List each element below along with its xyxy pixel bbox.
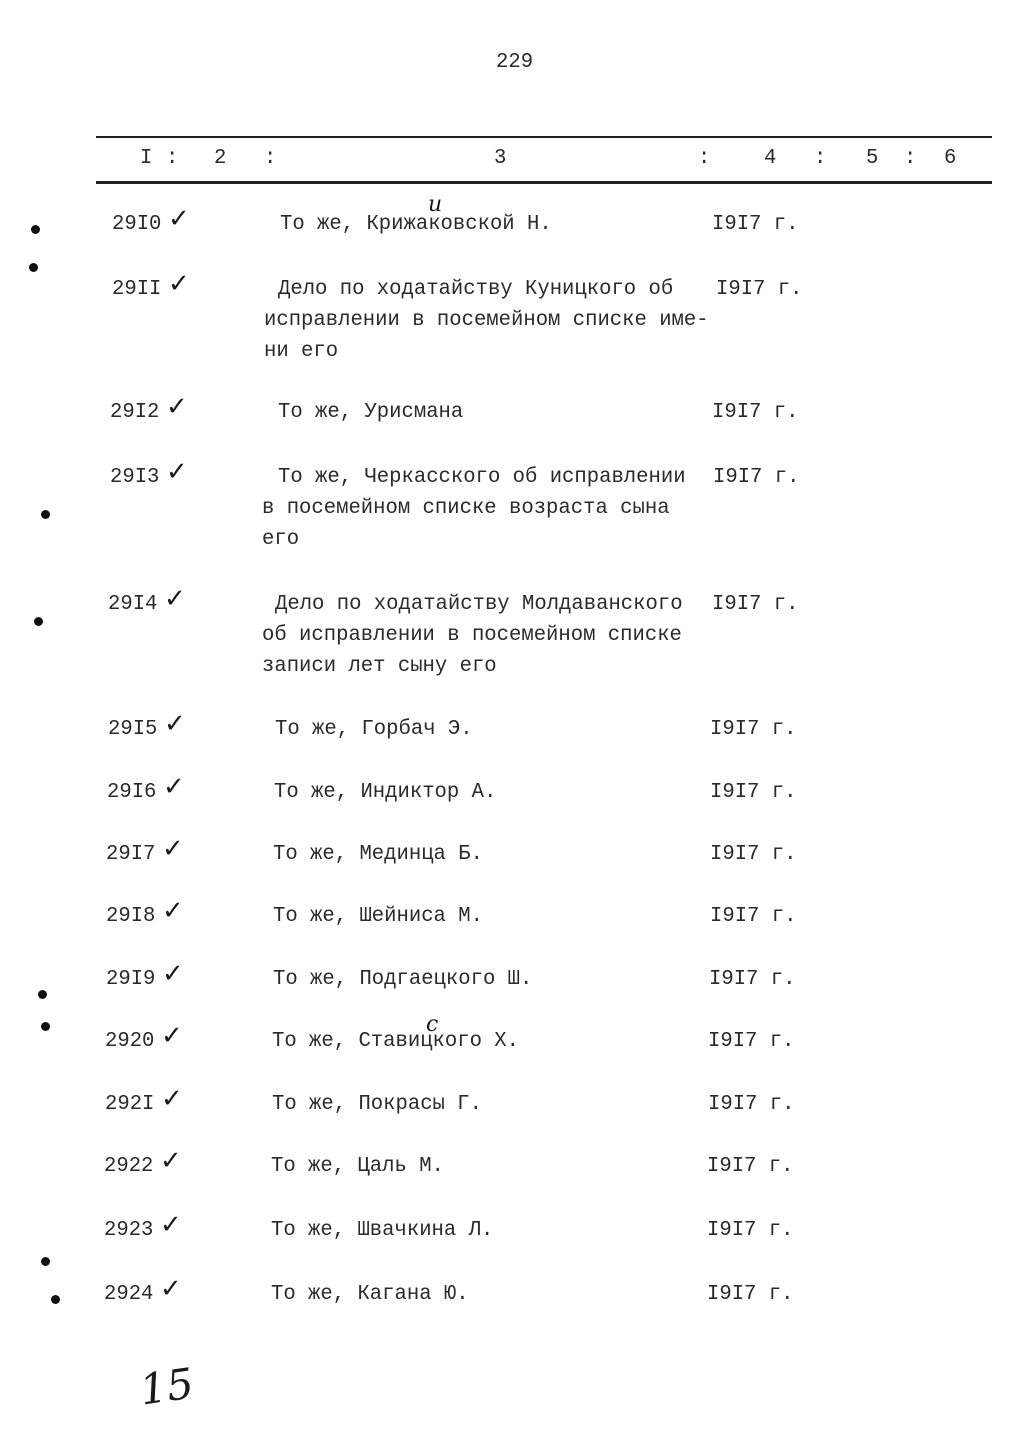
col-sep: : (166, 147, 179, 170)
item-year: I9I7 г. (707, 1283, 794, 1306)
check-mark-icon: ✓ (160, 1274, 182, 1304)
item-description-line: Дело по ходатайству Куницкого об (278, 278, 674, 301)
item-description-line: То же, Покрасы Г. (272, 1093, 482, 1116)
item-number: 29I9 (106, 968, 156, 991)
item-year: I9I7 г. (708, 1093, 795, 1116)
item-number: 29II (112, 278, 162, 301)
item-description-line: То же, Черкасского об исправлении (278, 466, 686, 489)
item-description-line: в посемейном списке возраста сына (262, 497, 670, 520)
col-sep: : (814, 147, 827, 170)
punch-hole (41, 510, 50, 519)
item-description-line: То же, Швачкина Л. (271, 1219, 494, 1242)
item-description-line: записи лет сыну его (262, 655, 497, 678)
item-description-line: Дело по ходатайству Молдаванского (275, 593, 683, 616)
punch-hole (31, 225, 40, 234)
handwritten-correction: с (426, 1012, 439, 1037)
item-number: 29I2 (110, 401, 160, 424)
item-description-line: ни его (264, 340, 339, 363)
col-1: I (140, 147, 153, 170)
check-mark-icon: ✓ (161, 1021, 183, 1051)
item-description-line: его (262, 528, 300, 551)
item-description-line: То же, Индиктор А. (274, 781, 497, 804)
item-year: I9I7 г. (709, 968, 796, 991)
item-year: I9I7 г. (716, 278, 803, 301)
item-number: 29I7 (106, 843, 156, 866)
item-year: I9I7 г. (710, 843, 797, 866)
punch-hole (41, 1022, 50, 1031)
punch-hole (34, 617, 43, 626)
check-mark-icon: ✓ (166, 392, 188, 422)
item-number: 29I5 (108, 718, 158, 741)
item-number: 29I8 (106, 905, 156, 928)
check-mark-icon: ✓ (162, 896, 184, 926)
check-mark-icon: ✓ (163, 772, 185, 802)
col-4: 4 (764, 147, 777, 170)
handwritten-correction: и (428, 192, 443, 217)
header-bottom-rule (96, 181, 992, 184)
item-description-line: То же, Ставицкого Х. (272, 1030, 520, 1053)
item-year: I9I7 г. (710, 718, 797, 741)
punch-hole (38, 990, 47, 999)
check-mark-icon: ✓ (168, 269, 190, 299)
item-year: I9I7 г. (712, 213, 799, 236)
item-number: 2920 (105, 1030, 155, 1053)
item-year: I9I7 г. (710, 905, 797, 928)
item-description-line: об исправлении в посемейном списке (262, 624, 682, 647)
item-year: I9I7 г. (712, 593, 799, 616)
item-number: 292I (105, 1093, 155, 1116)
item-number: 29I6 (107, 781, 157, 804)
check-mark-icon: ✓ (164, 709, 186, 739)
item-number: 2924 (104, 1283, 154, 1306)
punch-hole (41, 1257, 50, 1266)
check-mark-icon: ✓ (168, 204, 190, 234)
item-number: 2923 (104, 1219, 154, 1242)
handwritten-page-count: 15 (136, 1358, 197, 1415)
item-year: I9I7 г. (707, 1155, 794, 1178)
page-number: 229 (496, 51, 534, 74)
item-number: 29I3 (110, 466, 160, 489)
item-number: 2922 (104, 1155, 154, 1178)
item-description-line: То же, Мединца Б. (273, 843, 483, 866)
check-mark-icon: ✓ (162, 834, 184, 864)
check-mark-icon: ✓ (161, 1084, 183, 1114)
item-description-line: То же, Крижаковской Н. (280, 213, 552, 236)
check-mark-icon: ✓ (164, 584, 186, 614)
check-mark-icon: ✓ (162, 959, 184, 989)
item-year: I9I7 г. (707, 1219, 794, 1242)
col-2: 2 (214, 147, 227, 170)
item-year: I9I7 г. (713, 466, 800, 489)
item-description-line: То же, Кагана Ю. (271, 1283, 469, 1306)
item-description-line: То же, Подгаецкого Ш. (273, 968, 533, 991)
item-number: 29I0 (112, 213, 162, 236)
item-description-line: То же, Горбач Э. (275, 718, 473, 741)
col-sep: : (698, 147, 711, 170)
check-mark-icon: ✓ (166, 457, 188, 487)
punch-hole (51, 1295, 60, 1304)
col-5: 5 (866, 147, 879, 170)
col-sep: : (904, 147, 917, 170)
col-sep: : (264, 147, 277, 170)
item-year: I9I7 г. (712, 401, 799, 424)
item-description-line: То же, Шейниса М. (273, 905, 483, 928)
header-top-rule (96, 136, 992, 138)
item-description-line: То же, Цаль М. (271, 1155, 444, 1178)
punch-hole (29, 263, 38, 272)
check-mark-icon: ✓ (160, 1210, 182, 1240)
col-6: 6 (944, 147, 957, 170)
check-mark-icon: ✓ (160, 1146, 182, 1176)
item-description-line: То же, Урисмана (278, 401, 464, 424)
item-number: 29I4 (108, 593, 158, 616)
item-year: I9I7 г. (708, 1030, 795, 1053)
item-year: I9I7 г. (710, 781, 797, 804)
item-description-line: исправлении в посемейном списке име- (264, 309, 709, 332)
col-3: 3 (494, 147, 507, 170)
